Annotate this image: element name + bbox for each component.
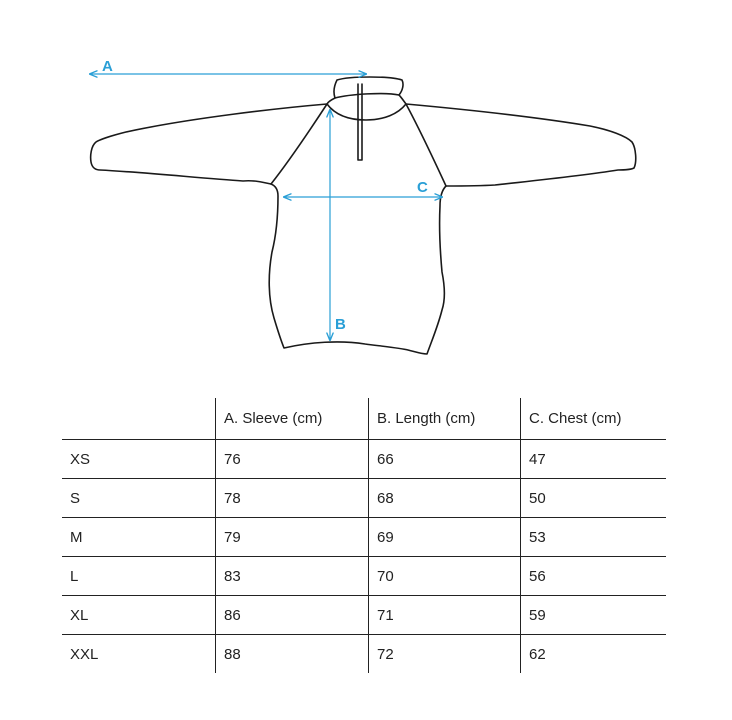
measurement-lines — [90, 74, 442, 340]
size-cell: M — [62, 518, 216, 557]
table-row — [62, 479, 666, 518]
header-sleeve: A. Sleeve (cm) — [216, 398, 369, 440]
table-row — [62, 518, 666, 557]
sleeve-cell: 78 — [216, 479, 369, 518]
header-chest: C. Chest (cm) — [521, 398, 667, 440]
chest-cell: 53 — [521, 518, 667, 557]
label-b: B — [335, 316, 346, 333]
size-cell: XS — [62, 440, 216, 479]
length-cell: 66 — [369, 440, 521, 479]
left-raglan-seam — [271, 104, 327, 184]
table-header-row — [62, 398, 666, 440]
sleeve-cell: 86 — [216, 596, 369, 635]
chest-cell: 50 — [521, 479, 667, 518]
sleeve-cell: 88 — [216, 635, 369, 674]
sleeve-cell: 76 — [216, 440, 369, 479]
chest-cell: 47 — [521, 440, 667, 479]
left-sleeve-outline — [91, 104, 327, 184]
length-cell: 72 — [369, 635, 521, 674]
size-cell: S — [62, 479, 216, 518]
size-cell: L — [62, 557, 216, 596]
size-chart-table — [62, 398, 666, 673]
label-c: C — [417, 179, 428, 196]
chest-cell: 62 — [521, 635, 667, 674]
right-raglan-seam — [406, 104, 446, 186]
collar-outline — [327, 77, 406, 120]
size-cell: XXL — [62, 635, 216, 674]
table-row — [62, 557, 666, 596]
sleeve-cell: 79 — [216, 518, 369, 557]
sweater-outline — [91, 77, 636, 354]
length-cell: 70 — [369, 557, 521, 596]
header-size — [62, 398, 216, 440]
header-length: B. Length (cm) — [369, 398, 521, 440]
sleeve-cell: 83 — [216, 557, 369, 596]
table-row — [62, 440, 666, 479]
label-a: A — [102, 58, 113, 75]
zipper — [358, 84, 362, 160]
body-outline — [269, 184, 446, 354]
table-row — [62, 596, 666, 635]
length-cell: 71 — [369, 596, 521, 635]
length-cell: 68 — [369, 479, 521, 518]
length-cell: 69 — [369, 518, 521, 557]
size-cell: XL — [62, 596, 216, 635]
chest-cell: 59 — [521, 596, 667, 635]
chest-cell: 56 — [521, 557, 667, 596]
table-row — [62, 635, 666, 674]
collar-fold — [335, 94, 399, 98]
